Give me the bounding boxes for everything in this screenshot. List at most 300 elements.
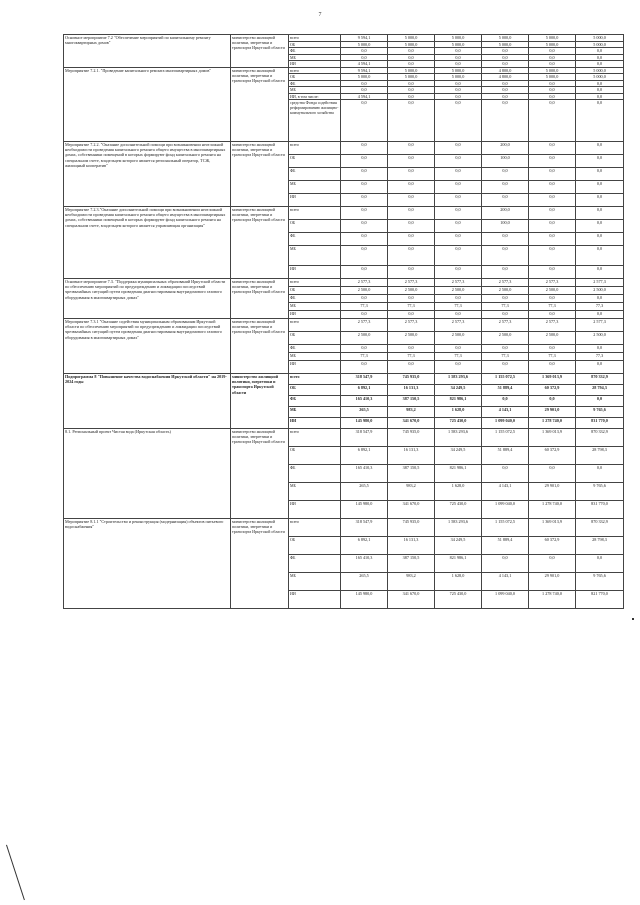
amount-cell: 5 000,0 xyxy=(435,35,482,42)
funding-source: МБ xyxy=(289,407,341,418)
amount-cell: 870 332,9 xyxy=(576,374,624,385)
amount-cell: 77,3 xyxy=(529,303,576,311)
executor: министерство жилищной политики, энергетики и транспорта Иркутской области xyxy=(231,279,289,319)
amount-cell: 0,0 xyxy=(529,61,576,68)
amount-cell: 1 369 013,9 xyxy=(529,519,576,537)
amount-cell: 2 500,0 xyxy=(576,287,624,295)
amount-cell: 0,0 xyxy=(529,555,576,573)
measure-name: Мероприятие 8.1.1 "Строительство и реконструкция (модернизация) объектов питьевого водоснабжения" xyxy=(64,519,231,609)
amount-cell: 821 986,1 xyxy=(435,555,482,573)
amount-cell: 34 249,5 xyxy=(435,385,482,396)
amount-cell: 0,0 xyxy=(435,155,482,168)
amount-cell: 0,0 xyxy=(482,54,529,61)
amount-cell: 0,0 xyxy=(482,246,529,266)
amount-cell: 0,0 xyxy=(388,361,435,374)
amount-cell: 1 628,0 xyxy=(435,573,482,591)
funding-source: ФБ xyxy=(289,396,341,407)
amount-cell: 165 410,3 xyxy=(341,396,388,407)
amount-cell: 1 155 072,5 xyxy=(482,519,529,537)
executor: министерство жилищной политики, энергетики и транспорта Иркутской области xyxy=(231,429,289,519)
margin-stroke xyxy=(6,845,25,900)
amount-cell: 831 770,0 xyxy=(576,501,624,519)
amount-cell: 0,0 xyxy=(435,61,482,68)
amount-cell: 0,0 xyxy=(576,345,624,353)
amount-cell: 0,0 xyxy=(529,311,576,319)
measure-name: Мероприятие 7.2.1. "Проведение капитального ремонта многоквартирных домов" xyxy=(64,67,231,142)
amount-cell: 0,0 xyxy=(482,181,529,194)
amount-cell: 29 901,0 xyxy=(529,573,576,591)
amount-cell: 0,0 xyxy=(341,361,388,374)
amount-cell: 0,0 xyxy=(388,80,435,87)
amount-cell: 0,0 xyxy=(482,233,529,246)
executor: министерство жилищной политики, энергетики и транспорта Иркутской области xyxy=(231,374,289,429)
amount-cell: 60 372,9 xyxy=(529,385,576,396)
amount-cell: 2 577,3 xyxy=(388,319,435,332)
amount-cell: 0,0 xyxy=(576,396,624,407)
amount-cell: 200,0 xyxy=(482,207,529,220)
amount-cell: 0,0 xyxy=(482,266,529,279)
amount-cell: 0,0 xyxy=(435,220,482,233)
amount-cell: 341 670,0 xyxy=(388,418,435,429)
amount-cell: 0,0 xyxy=(341,345,388,353)
amount-cell: 0,0 xyxy=(341,142,388,155)
amount-cell: 5 000,0 xyxy=(576,41,624,48)
amount-cell: 0,0 xyxy=(388,207,435,220)
amount-cell: 831 770,0 xyxy=(576,418,624,429)
amount-cell: 2 577,3 xyxy=(576,319,624,332)
amount-cell: 51 889,4 xyxy=(482,385,529,396)
executor: министерство жилищной политики, энергетики и транспорта Иркутской области xyxy=(231,319,289,374)
amount-cell: 28 798,3 xyxy=(576,447,624,465)
amount-cell: 2 500,0 xyxy=(388,287,435,295)
amount-cell: 77,3 xyxy=(341,353,388,361)
amount-cell: 0,0 xyxy=(529,142,576,155)
amount-cell: 870 332,9 xyxy=(576,519,624,537)
amount-cell: 5 000,0 xyxy=(529,74,576,81)
amount-cell: 1 155 072,5 xyxy=(482,374,529,385)
amount-cell: 0,0 xyxy=(576,93,624,100)
table-row xyxy=(64,142,624,155)
amount-cell: 0,0 xyxy=(529,465,576,483)
amount-cell: 4 143,1 xyxy=(482,407,529,418)
amount-cell: 4 800,0 xyxy=(482,74,529,81)
amount-cell: 0,0 xyxy=(388,93,435,100)
amount-cell: 0,0 xyxy=(341,168,388,181)
amount-cell: 0,0 xyxy=(341,87,388,94)
amount-cell: 5 000,0 xyxy=(482,35,529,42)
amount-cell: 0,0 xyxy=(341,220,388,233)
amount-cell: 5 000,0 xyxy=(576,35,624,42)
amount-cell: 1 369 013,9 xyxy=(529,374,576,385)
page-number: 7 xyxy=(318,12,322,18)
amount-cell: 0,0 xyxy=(435,80,482,87)
amount-cell: 29 901,0 xyxy=(529,407,576,418)
funding-source: средства Фонда содействия реформированию жилищно-коммунального хозяйства xyxy=(289,100,341,142)
amount-cell: 0,0 xyxy=(576,220,624,233)
amount-cell: 9 594,1 xyxy=(341,67,388,74)
funding-source: МБ xyxy=(289,246,341,266)
amount-cell: 4 594,1 xyxy=(341,93,388,100)
executor: министерство жилищной политики, энергетики и транспорта Иркутской области xyxy=(231,67,289,142)
amount-cell: 0,0 xyxy=(341,266,388,279)
funding-source: ОБ xyxy=(289,155,341,168)
amount-cell: 2 577,3 xyxy=(341,319,388,332)
amount-cell: 0,0 xyxy=(341,233,388,246)
amount-cell: 5 000,0 xyxy=(482,41,529,48)
amount-cell: 0,0 xyxy=(388,142,435,155)
amount-cell: 387 150,5 xyxy=(388,396,435,407)
funding-source: МБ xyxy=(289,573,341,591)
amount-cell: 2 577,3 xyxy=(529,279,576,287)
amount-cell: 2 500,0 xyxy=(341,332,388,345)
amount-cell: 0,0 xyxy=(576,181,624,194)
amount-cell: 0,0 xyxy=(435,168,482,181)
amount-cell: 145 980,0 xyxy=(341,591,388,609)
amount-cell: 265,5 xyxy=(341,407,388,418)
amount-cell: 0,0 xyxy=(482,396,529,407)
amount-cell: 5 000,0 xyxy=(388,35,435,42)
amount-cell: 0,0 xyxy=(529,220,576,233)
amount-cell: 0,0 xyxy=(576,555,624,573)
amount-cell: 2 500,0 xyxy=(529,332,576,345)
amount-cell: 77,3 xyxy=(529,353,576,361)
amount-cell: 0,0 xyxy=(341,311,388,319)
amount-cell: 0,0 xyxy=(482,465,529,483)
amount-cell: 1 628,0 xyxy=(435,483,482,501)
amount-cell: 0,0 xyxy=(388,48,435,55)
amount-cell: 0,0 xyxy=(482,295,529,303)
amount-cell: 0,0 xyxy=(576,207,624,220)
amount-cell: 0,0 xyxy=(341,207,388,220)
amount-cell: 0,0 xyxy=(529,100,576,142)
amount-cell: 387 150,5 xyxy=(388,465,435,483)
amount-cell: 318 547,9 xyxy=(341,429,388,447)
amount-cell: 0,0 xyxy=(482,168,529,181)
amount-cell: 0,0 xyxy=(576,48,624,55)
funding-source: ФБ xyxy=(289,80,341,87)
measure-name: Мероприятие 7.3.1 "Оказание содействия муниципальным образованиям Иркутской области по обеспечению мероприятий по предупреждению и ликвидации последствий чрезвычайных ситуаций путем проведения диагностирования внутридомового газового оборудования в многоквартирных домах" xyxy=(64,319,231,374)
amount-cell: 0,0 xyxy=(388,87,435,94)
funding-source: всего xyxy=(289,142,341,155)
amount-cell: 0,0 xyxy=(435,93,482,100)
amount-cell: 0,0 xyxy=(435,194,482,207)
amount-cell: 0,0 xyxy=(388,100,435,142)
amount-cell: 983,2 xyxy=(388,483,435,501)
amount-cell: 77,3 xyxy=(482,353,529,361)
amount-cell: 9 765,6 xyxy=(576,407,624,418)
amount-cell: 1 099 040,0 xyxy=(482,501,529,519)
funding-source: ОБ xyxy=(289,41,341,48)
funding-source: всего xyxy=(289,279,341,287)
amount-cell: 2 500,0 xyxy=(482,332,529,345)
amount-cell: 387 150,5 xyxy=(388,555,435,573)
amount-cell: 2 500,0 xyxy=(388,332,435,345)
amount-cell: 5 000,0 xyxy=(388,67,435,74)
amount-cell: 2 577,3 xyxy=(482,319,529,332)
funding-source: всего xyxy=(289,429,341,447)
executor: министерство жилищной политики, энергетики и транспорта Иркутской области xyxy=(231,207,289,279)
funding-source: всего xyxy=(289,67,341,74)
amount-cell: 0,0 xyxy=(435,100,482,142)
funding-source: всего xyxy=(289,319,341,332)
funding-source: МБ xyxy=(289,181,341,194)
amount-cell: 2 577,3 xyxy=(576,279,624,287)
amount-cell: 165 410,3 xyxy=(341,555,388,573)
amount-cell: 2 500,0 xyxy=(529,287,576,295)
amount-cell: 0,0 xyxy=(388,194,435,207)
amount-cell: 5 000,0 xyxy=(388,41,435,48)
amount-cell: 1 099 040,0 xyxy=(482,591,529,609)
amount-cell: 2 577,3 xyxy=(435,279,482,287)
amount-cell: 28 798,3 xyxy=(576,537,624,555)
measure-name: Основное мероприятие 7.2 "Обеспечение мероприятий по капитальному ремонту многоквартирных домов" xyxy=(64,35,231,68)
table-row xyxy=(64,207,624,220)
amount-cell: 0,0 xyxy=(482,345,529,353)
amount-cell: 0,0 xyxy=(482,93,529,100)
amount-cell: 77,3 xyxy=(576,303,624,311)
funding-source: ИИ xyxy=(289,591,341,609)
amount-cell: 0,0 xyxy=(388,181,435,194)
amount-cell: 0,0 xyxy=(576,361,624,374)
amount-cell: 0,0 xyxy=(435,48,482,55)
amount-cell: 983,2 xyxy=(388,573,435,591)
amount-cell: 0,0 xyxy=(529,295,576,303)
amount-cell: 0,0 xyxy=(529,93,576,100)
funding-source: МБ xyxy=(289,353,341,361)
amount-cell: 2 500,0 xyxy=(435,287,482,295)
amount-cell: 0,0 xyxy=(482,61,529,68)
amount-cell: 16 131,3 xyxy=(388,447,435,465)
amount-cell: 0,0 xyxy=(529,194,576,207)
amount-cell: 0,0 xyxy=(388,61,435,68)
amount-cell: 0,0 xyxy=(435,345,482,353)
amount-cell: 318 547,9 xyxy=(341,519,388,537)
measure-name: Основное мероприятие 7.3. "Поддержка муниципальных образований Иркутской области по обеспечению мероприятий по предупреждению и ликвидации последствий чрезвычайных ситуаций путем проведения диагностирования внутридомового газового оборудования в многоквартирных домах" xyxy=(64,279,231,319)
amount-cell: 200,0 xyxy=(482,142,529,155)
funding-source: ИИ xyxy=(289,61,341,68)
funding-source: ОБ xyxy=(289,447,341,465)
amount-cell: 2 500,0 xyxy=(576,332,624,345)
funding-source: ФБ xyxy=(289,233,341,246)
amount-cell: 6 892,1 xyxy=(341,537,388,555)
funding-source: ОБ xyxy=(289,385,341,396)
funding-source: всего xyxy=(289,35,341,42)
amount-cell: 341 670,0 xyxy=(388,501,435,519)
amount-cell: 0,0 xyxy=(388,54,435,61)
amount-cell: 725 430,0 xyxy=(435,418,482,429)
funding-source: МБ xyxy=(289,87,341,94)
amount-cell: 60 372,9 xyxy=(529,447,576,465)
amount-cell: 821 986,1 xyxy=(435,396,482,407)
amount-cell: 60 372,9 xyxy=(529,537,576,555)
amount-cell: 0,0 xyxy=(529,80,576,87)
amount-cell: 0,0 xyxy=(529,266,576,279)
amount-cell: 0,0 xyxy=(529,246,576,266)
amount-cell: 1 278 740,0 xyxy=(529,501,576,519)
amount-cell: 341 670,0 xyxy=(388,591,435,609)
amount-cell: 0,0 xyxy=(576,233,624,246)
amount-cell: 0,0 xyxy=(576,465,624,483)
amount-cell: 5 000,0 xyxy=(341,41,388,48)
funding-source: ОБ xyxy=(289,220,341,233)
amount-cell: 0,0 xyxy=(576,155,624,168)
amount-cell: 0,0 xyxy=(435,181,482,194)
amount-cell: 0,0 xyxy=(435,207,482,220)
amount-cell: 5 000,0 xyxy=(435,67,482,74)
amount-cell: 2 577,3 xyxy=(482,279,529,287)
funding-source: ОБ xyxy=(289,332,341,345)
funding-source: МБ xyxy=(289,303,341,311)
amount-cell: 77,3 xyxy=(388,353,435,361)
amount-cell: 0,0 xyxy=(435,311,482,319)
amount-cell: 5 000,0 xyxy=(529,35,576,42)
amount-cell: 6 892,1 xyxy=(341,447,388,465)
amount-cell: 100,0 xyxy=(482,155,529,168)
amount-cell: 77,3 xyxy=(435,303,482,311)
amount-cell: 5 000,0 xyxy=(529,41,576,48)
amount-cell: 2 577,3 xyxy=(341,279,388,287)
amount-cell: 5 000,0 xyxy=(529,67,576,74)
amount-cell: 0,0 xyxy=(435,142,482,155)
funding-source: всего xyxy=(289,374,341,385)
amount-cell: 77,3 xyxy=(435,353,482,361)
amount-cell: 0,0 xyxy=(388,155,435,168)
amount-cell: 9 765,6 xyxy=(576,573,624,591)
amount-cell: 821 770,0 xyxy=(576,591,624,609)
amount-cell: 725 430,0 xyxy=(435,501,482,519)
amount-cell: 0,0 xyxy=(529,345,576,353)
amount-cell: 1 583 293,6 xyxy=(435,519,482,537)
amount-cell: 745 935,0 xyxy=(388,374,435,385)
amount-cell: 2 577,3 xyxy=(435,319,482,332)
amount-cell: 5 000,0 xyxy=(341,74,388,81)
amount-cell: 0,0 xyxy=(529,87,576,94)
amount-cell: 0,0 xyxy=(482,87,529,94)
amount-cell: 0,0 xyxy=(341,80,388,87)
amount-cell: 0,0 xyxy=(576,266,624,279)
executor: министерство жилищной политики, энергетики и транспорта Иркутской области xyxy=(231,519,289,609)
amount-cell: 34 249,5 xyxy=(435,447,482,465)
amount-cell: 165 410,3 xyxy=(341,465,388,483)
amount-cell: 0,0 xyxy=(388,168,435,181)
funding-source: ФБ xyxy=(289,465,341,483)
amount-cell: 0,0 xyxy=(576,100,624,142)
amount-cell: 29 901,0 xyxy=(529,483,576,501)
amount-cell: 1 369 013,9 xyxy=(529,429,576,447)
amount-cell: 1 628,0 xyxy=(435,407,482,418)
amount-cell: 0,0 xyxy=(576,61,624,68)
amount-cell: 983,2 xyxy=(388,407,435,418)
amount-cell: 0,0 xyxy=(576,168,624,181)
funding-source: всего xyxy=(289,519,341,537)
amount-cell: 821 986,1 xyxy=(435,465,482,483)
amount-cell: 0,0 xyxy=(341,48,388,55)
amount-cell: 0,0 xyxy=(529,48,576,55)
funding-source: ОБ xyxy=(289,287,341,295)
amount-cell: 0,0 xyxy=(482,194,529,207)
funding-source: ФБ xyxy=(289,295,341,303)
amount-cell: 4 800,0 xyxy=(482,67,529,74)
amount-cell: 0,0 xyxy=(529,54,576,61)
amount-cell: 0,0 xyxy=(435,233,482,246)
funding-source: ФБ xyxy=(289,555,341,573)
amount-cell: 0,0 xyxy=(529,396,576,407)
funding-source: МБ xyxy=(289,54,341,61)
funding-source: ОБ xyxy=(289,537,341,555)
amount-cell: 0,0 xyxy=(482,361,529,374)
measure-name: Подпрограмма 8 "Повышение качества водоснабжения Иркутской области" на 2019-2024 годы xyxy=(64,374,231,429)
amount-cell: 0,0 xyxy=(529,155,576,168)
amount-cell: 28 794,3 xyxy=(576,385,624,396)
amount-cell: 0,0 xyxy=(435,361,482,374)
amount-cell: 16 131,3 xyxy=(388,385,435,396)
amount-cell: 745 935,0 xyxy=(388,519,435,537)
amount-cell: 0,0 xyxy=(482,100,529,142)
amount-cell: 34 249,5 xyxy=(435,537,482,555)
amount-cell: 2 500,0 xyxy=(341,287,388,295)
amount-cell: 77,3 xyxy=(388,303,435,311)
table-row xyxy=(64,519,624,537)
amount-cell: 0,0 xyxy=(482,555,529,573)
amount-cell: 1 099 040,0 xyxy=(482,418,529,429)
funding-source: ФБ xyxy=(289,168,341,181)
amount-cell: 4 594,1 xyxy=(341,61,388,68)
amount-cell: 0,0 xyxy=(341,295,388,303)
amount-cell: 2 500,0 xyxy=(435,332,482,345)
executor: министерство жилищной политики, энергетики и транспорта Иркутской области xyxy=(231,142,289,207)
amount-cell: 0,0 xyxy=(482,80,529,87)
amount-cell: 0,0 xyxy=(435,54,482,61)
amount-cell: 265,5 xyxy=(341,483,388,501)
amount-cell: 0,0 xyxy=(576,80,624,87)
amount-cell: 0,0 xyxy=(576,54,624,61)
amount-cell: 0,0 xyxy=(341,181,388,194)
amount-cell: 16 131,3 xyxy=(388,537,435,555)
amount-cell: 5 000,0 xyxy=(435,74,482,81)
amount-cell: 2 577,3 xyxy=(529,319,576,332)
amount-cell: 0,0 xyxy=(482,311,529,319)
amount-cell: 265,5 xyxy=(341,573,388,591)
amount-cell: 1 583 293,6 xyxy=(435,374,482,385)
amount-cell: 0,0 xyxy=(388,345,435,353)
amount-cell: 725 430,0 xyxy=(435,591,482,609)
table-row xyxy=(64,279,624,287)
amount-cell: 6 892,1 xyxy=(341,385,388,396)
funding-source: ИИ xyxy=(289,194,341,207)
amount-cell: 1 278 740,0 xyxy=(529,418,576,429)
funding-source: ИИ xyxy=(289,266,341,279)
amount-cell: 0,0 xyxy=(576,246,624,266)
funding-source: ИИ xyxy=(289,311,341,319)
amount-cell: 77,3 xyxy=(576,353,624,361)
funding-source: ИИ, в том числе: xyxy=(289,93,341,100)
amount-cell: 0,0 xyxy=(341,54,388,61)
amount-cell: 0,0 xyxy=(576,295,624,303)
amount-cell: 0,0 xyxy=(576,142,624,155)
amount-cell: 0,0 xyxy=(435,295,482,303)
table-row xyxy=(64,429,624,447)
amount-cell: 77,3 xyxy=(482,303,529,311)
amount-cell: 5 000,0 xyxy=(576,67,624,74)
amount-cell: 0,0 xyxy=(341,194,388,207)
amount-cell: 1 583 293,6 xyxy=(435,429,482,447)
amount-cell: 0,0 xyxy=(529,233,576,246)
executor: министерство жилищной политики, энергетики и транспорта Иркутской области xyxy=(231,35,289,68)
amount-cell: 1 278 740,0 xyxy=(529,591,576,609)
amount-cell: 870 332,9 xyxy=(576,429,624,447)
amount-cell: 0,0 xyxy=(576,194,624,207)
measure-name: Мероприятие 7.2.2. "Оказание дополнительной помощи при возникновении неотложной необходимости проведения капитального ремонта общего имущества в многоквартирных домах, собственники помещений в которых формируют фонд капитального ремонта на специальном счете, владельцем которого является региональный оператор, ТСЖ, жилищный кооператив" xyxy=(64,142,231,207)
